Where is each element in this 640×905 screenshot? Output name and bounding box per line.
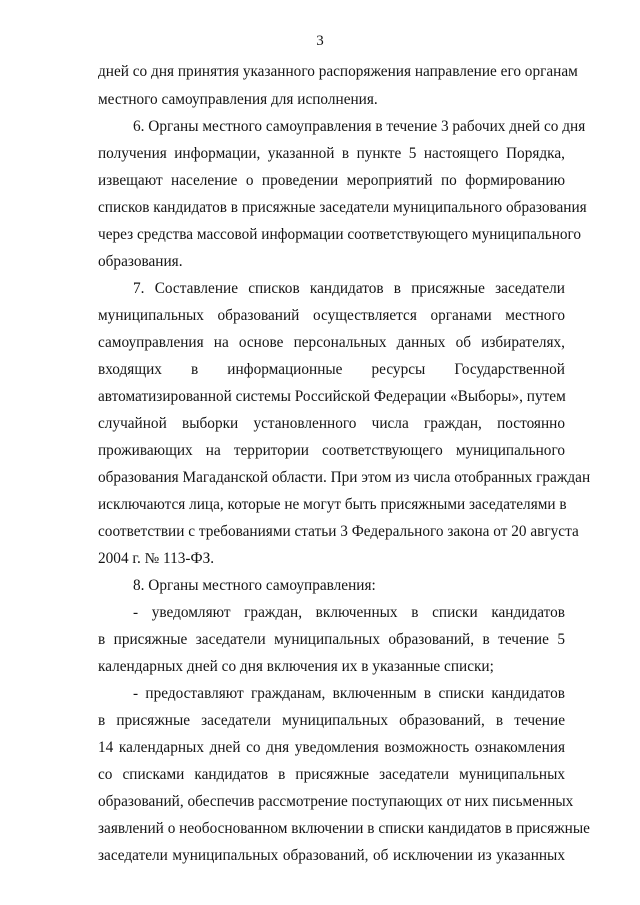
- page-number: 3: [316, 33, 324, 49]
- text-line: образования.: [98, 253, 183, 270]
- text-line: заседатели муниципальных образований, об исключении из указанных: [98, 847, 565, 864]
- text-line: 7. Составление списков кандидатов в присяжные заседатели: [133, 280, 565, 297]
- text-line: проживающих на территории соответствующего муниципального: [98, 442, 565, 459]
- text-line: - уведомляют граждан, включенных в списки кандидатов: [133, 604, 565, 621]
- text-line: календарных дней со дня включения их в указанные списки;: [98, 658, 494, 675]
- text-line: образования Магаданской области. При этом из числа отобранных граждан: [98, 469, 591, 486]
- text-line: получения информации, указанной в пункте 5 настоящего Порядка,: [98, 145, 565, 162]
- text-line: местного самоуправления для исполнения.: [98, 91, 378, 108]
- text-line: самоуправления на основе персональных данных об избирателях,: [98, 334, 565, 351]
- text-line: автоматизированной системы Российской Федерации «Выборы», путем: [98, 388, 566, 405]
- text-line: через средства массовой информации соответствующего муниципального: [98, 226, 582, 243]
- text-line: в присяжные заседатели муниципальных образований, в течение: [98, 712, 565, 729]
- text-line: извещают население о проведении мероприятий по формированию: [98, 172, 565, 189]
- text-line: заявлений о необоснованном включении в списки кандидатов в присяжные: [98, 820, 590, 837]
- text-line: 6. Органы местного самоуправления в течение 3 рабочих дней со дня: [133, 118, 586, 135]
- text-line: образований, обеспечив рассмотрение поступающих от них письменных: [98, 793, 574, 810]
- text-line: - предоставляют гражданам, включенным в списки кандидатов: [133, 685, 565, 702]
- text-line: исключаются лица, которые не могут быть присяжными заседателями в: [98, 496, 567, 513]
- text-line: дней со дня принятия указанного распоряжения направление его органам: [98, 63, 578, 80]
- text-line: 8. Органы местного самоуправления:: [133, 577, 376, 594]
- text-line: случайной выборки установленного числа граждан, постоянно: [98, 415, 565, 432]
- text-line: соответствии с требованиями статьи 3 Федерального закона от 20 августа: [98, 523, 579, 540]
- text-line: 2004 г. № 113-ФЗ.: [98, 550, 215, 567]
- text-line: входящих в информационные ресурсы Государственной: [98, 361, 565, 378]
- text-line: в присяжные заседатели муниципальных образований, в течение 5: [98, 631, 565, 648]
- text-line: муниципальных образований осуществляется органами местного: [98, 307, 565, 324]
- text-line: со списками кандидатов в присяжные заседатели муниципальных: [98, 766, 565, 783]
- text-line: 14 календарных дней со дня уведомления возможность ознакомления: [98, 739, 565, 756]
- text-line: списков кандидатов в присяжные заседатели муниципального образования: [98, 199, 587, 216]
